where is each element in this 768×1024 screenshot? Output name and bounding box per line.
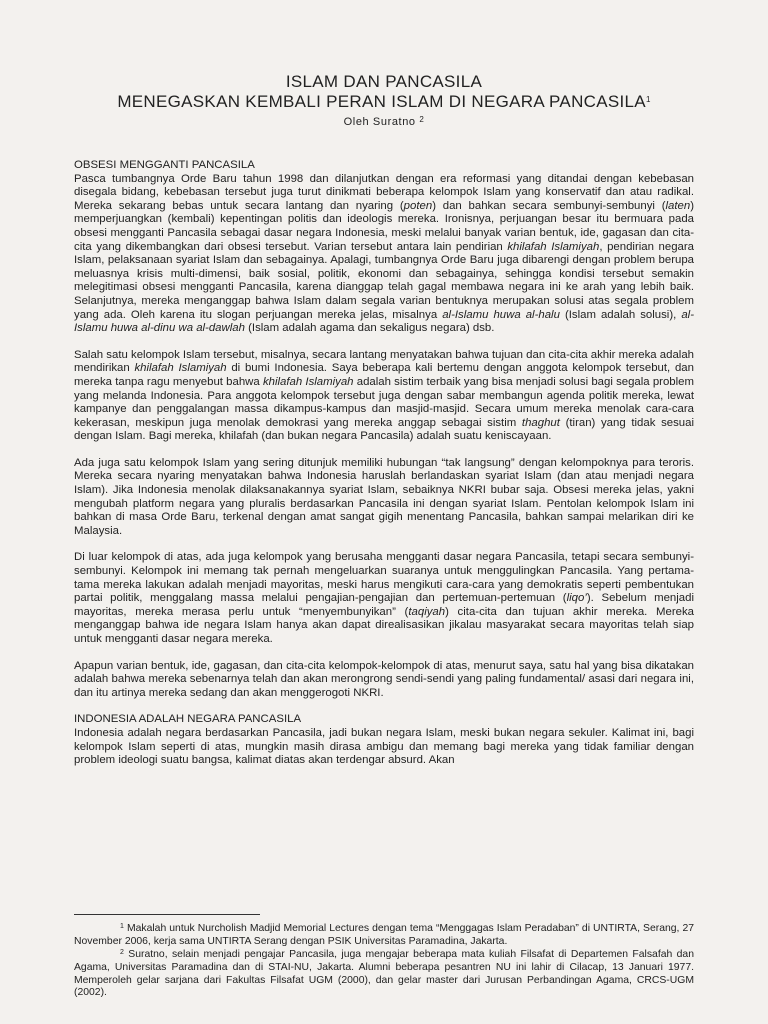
title-block bbox=[0, 72, 768, 130]
footnote-mark-2: 2 bbox=[120, 949, 124, 956]
subtitle bbox=[0, 92, 768, 112]
paragraph-6: Indonesia adalah negara berdasarkan Pancasila, jadi bukan negara Islam, meski bukan negara sekuler. Kalimat ini, bagi kelompok Islam seperti di atas, mungkin masih dirasa ambigu dan memang bagi mereka yang tidak familiar dengan problem ideologi suatu bangsa, kalimat diatas akan terdengar absurd. Akan bbox=[74, 726, 694, 767]
main-title: ISLAM DAN PANCASILA bbox=[285, 72, 483, 91]
author-name: Oleh Suratno bbox=[343, 116, 416, 128]
footnote-divider bbox=[74, 914, 260, 915]
footnote-ref-2[interactable]: 2 bbox=[419, 115, 425, 124]
paragraph-2: Salah satu kelompok Islam tersebut, misalnya, secara lantang menyatakan bahwa tujuan dan cita-cita akhir mereka adalah mendirikan khilafah Islamiyah di bumi Indonesia. Saya beberapa kali bertemu dengan anggota kelompok tersebut, dan mereka tanpa ragu menyebut bahwa khilafah Islamiyah adalah sistim terbaik yang bisa menjadi solusi bagi segala problem yang melanda Indonesia. Para anggota kelompok tersebut juga dengan sabar membangun agenda politik mereka, lewat kampanye dan penggalangan massa dikampus-kampus dan masjid-masjid. Secara umum mereka menolak cara-cara kekerasan, meskipun juga menolak demokrasi yang mereka anggap sebagai sistim thaghut (tiran) yang tidak sesuai dengan Islam. Bagi mereka, khilafah (dan bukan negara Pancasila) adalah suatu keniscayaan. bbox=[74, 348, 694, 443]
footnote-ref-1[interactable]: 1 bbox=[645, 95, 651, 104]
document-body bbox=[74, 159, 694, 768]
footnote-2 bbox=[74, 949, 694, 1000]
author-line bbox=[0, 114, 768, 130]
paragraph-3: Ada juga satu kelompok Islam yang sering ditunjuk memiliki hubungan “tak langsung” dengan kelompoknya para teroris. Mereka secara nyaring menyatakan bahwa Indonesia haruslah berlandaskan syariat Islam (dan atau menjadi negara Islam). Jika Indonesia menolak dilaksanakannya syariat Islam, sebaiknya NKRI bubar saja. Obsesi mereka jelas, yakni mengubah platform negara yang pluralis berdasarkan Pancasila ini dengan syariat Islam. Pentolan kelompok Islam ini bahkan di masa Orde Baru, terkenal dengan amat sangat gigih menentang Pancasila, bahkan sampai melarikan diri ke Malaysia. bbox=[74, 456, 694, 537]
footnote-mark-1: 1 bbox=[120, 923, 124, 930]
paragraph-5: Apapun varian bentuk, ide, gagasan, dan cita-cita kelompok-kelompok di atas, menurut saya, satu hal yang bisa dikatakan adalah bahwa mereka sebenarnya telah dan akan merongrong sendi-sendi yang paling fundamental/ asasi dari negara ini, dan itu artinya mereka sedang dan akan menggerogoti NKRI. bbox=[74, 659, 694, 699]
paragraph-4: Di luar kelompok di atas, ada juga kelompok yang berusaha mengganti dasar negara Pancasila, tetapi secara sembunyi-sembunyi. Kelompok ini memang tak pernah mengeluarkan suaranya untuk menggulingkan Pancasila. Yang pertama-tama mereka lakukan adalah menjadi mayoritas, meski harus mengikuti cara-cara yang demokratis seperti pembentukan partai politik, menggalang massa melalui pengajian-pengajian dan pertemuan-pertemuan (liqo’). Sebelum menjadi mayoritas, mereka merasa perlu untuk “menyembunyikan” (taqiyah) cita-cita dan tujuan akhir mereka. Mereka menganggap bahwa ide negara Islam hanya akan dapat direalisasikan jikalau masyarakat secara mayoritas telah siap untuk mengganti dasar negara mereka. bbox=[74, 551, 694, 645]
section-heading-1: OBSESI MENGGANTI PANCASILA bbox=[74, 159, 255, 171]
footnote-1 bbox=[74, 923, 694, 949]
subtitle-text: MENEGASKAN KEMBALI PERAN ISLAM DI NEGARA PANCASILA bbox=[117, 92, 646, 111]
paragraph-1: Pasca tumbangnya Orde Baru tahun 1998 dan dilanjutkan dengan era reformasi yang ditandai dengan kebebasan disegala bidang, kebebasan tersebut juga turut dinikmati beberapa kelompok Islam yang konservatif dan atau radikal. Mereka sekarang bebas untuk secara lantang dan nyaring (poten) dan bahkan secara sembunyi-sembunyi (laten) memperjuangkan (kembali) kepentingan politis dan ideologis mereka. Ironisnya, perjuangan besar itu bermuara pada obsesi mengganti Pancasila sebagai dasar negara Indonesia, meski melalui banyak varian bentuk, ide, gagasan dan cita-cita yang dikembangkan dari obsesi tersebut. Varian tersebut antara lain pendirian khilafah Islamiyah, pendirian negara Islam, pelaksanaan syariat Islam dan sebagainya. Apalagi, tumbangnya Orde Baru juga dibarengi dengan problem berupa meluasnya krisis multi-dimensi, baik sosial, politik, ekonomi dan sebagainya, sehingga kondisi tersebut semakin melegitimasi obsesi mengganti Pancasila, karena dianggap telah gagal membawa negara ini ke arah yang lebih baik. Selanjutnya, mereka menganggap bahwa Islam dalam segala varian bentuknya merupakan solusi atas segala problem yang ada. Oleh karena itu slogan perjuangan mereka jelas, misalnya al-Islamu huwa al-halu (Islam adalah solusi), al-Islamu huwa al-dinu wa al-dawlah (Islam adalah agama dan sekaligus negara) dsb. bbox=[74, 172, 695, 335]
footnote-text-2: Suratno, selain menjadi pengajar Pancasila, juga mengajar beberapa mata kuliah Filsafat di Departemen Falsafah dan Agama, Universitas Paramadina dan di STAI-NU, Jakarta. Alumni beberapa pesantren NU ini lahir di Cilacap, 13 Januari 1977. Memperoleh gelar sarjana dari Fakultas Filsafat UGM (2000), dan gelar master dari Jurusan Perbandingan Agama, CRCS-UGM (2002). bbox=[74, 949, 694, 999]
footnote-text-1: Makalah untuk Nurcholish Madjid Memorial Lectures dengan tema “Menggagas Islam Peradaban” di UNTIRTA, Serang, 27 November 2006, kerja sama UNTIRTA Serang dengan PSIK Universitas Paramadina, Jakarta. bbox=[74, 923, 695, 947]
section-heading-2: INDONESIA ADALAH NEGARA PANCASILA bbox=[74, 713, 302, 726]
